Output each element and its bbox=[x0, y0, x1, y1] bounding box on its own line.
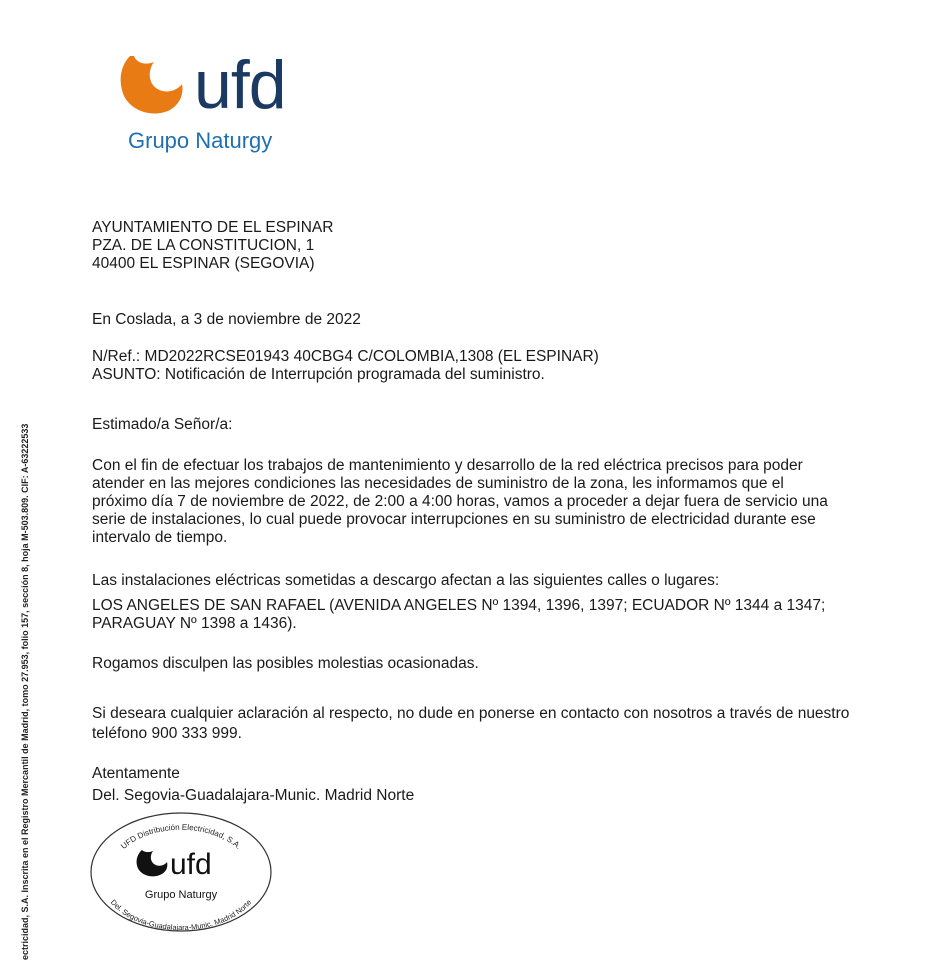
contact-paragraph: Si deseara cualquier aclaración al respecto, no dude en ponerse en contacto con nosotros a través de nuestro teléfono 900 333 999. bbox=[92, 705, 850, 742]
logo-group-name: Grupo Naturgy bbox=[128, 128, 273, 153]
stamp-top-text: UFD Distribución Electricidad, S.A. bbox=[119, 822, 244, 851]
subject-line: ASUNTO: Notificación de Interrupción programada del suministro. bbox=[92, 366, 545, 383]
signature-line: Del. Segovia-Guadalajara-Munic. Madrid Norte bbox=[92, 787, 415, 804]
company-stamp bbox=[88, 810, 274, 934]
stamp-crescent-icon bbox=[137, 850, 168, 876]
affected-streets: LOS ANGELES DE SAN RAFAEL (AVENIDA ANGELES Nº 1394, 1396, 1397; ECUADOR Nº 1344 a 1347; PARAGUAY Nº 1398 a 1436). bbox=[92, 597, 826, 632]
affected-intro: Las instalaciones eléctricas sometidas a descargo afectan a las siguientes calles o lugares: bbox=[92, 572, 720, 589]
apology-line: Rogamos disculpen las posibles molestias ocasionadas. bbox=[92, 655, 479, 672]
svg-text:UFD Distribución Electricidad, bbox=[119, 823, 243, 851]
body-paragraph: Con el fin de efectuar los trabajos de mantenimiento y desarrollo de la red eléctrica precisos para poder atender en las mejores condiciones las necesidades de suministro de la zona, les informamos que el próximo día 7 de noviembre de 2022, de 2:00 a 4:00 horas, vamos a proceder a dejar fuera de servicio una serie de instalaciones, lo cual puede provocar interrupciones en su suministro de electricidad durante ese intervalo de tiempo. bbox=[92, 457, 828, 546]
recipient-line-2: PZA. DE LA CONSTITUCION, 1 bbox=[92, 237, 315, 254]
svg-text:Del. Segovia-Guadalajara-Munic bbox=[109, 898, 253, 932]
company-logo bbox=[118, 47, 298, 160]
legal-registry-sidebar: ectricidad, S.A. Inscrita en el Registro Mercantil de Madrid, tomo 27.953, folio 157, sección 8, hoja M-503.809. CIF: A-63222533 bbox=[20, 423, 30, 960]
stamp-bottom-text: Del. Segovia-Guadalajara-Munic. Madrid Norte bbox=[108, 897, 254, 933]
stamp-wordmark: ufd bbox=[170, 848, 212, 881]
logo-wordmark: ufd bbox=[194, 47, 286, 123]
place-date: En Coslada, a 3 de noviembre de 2022 bbox=[92, 311, 361, 328]
recipient-line-1: AYUNTAMIENTO DE EL ESPINAR bbox=[92, 219, 334, 236]
recipient-line-3: 40400 EL ESPINAR (SEGOVIA) bbox=[92, 255, 315, 272]
reference-line: N/Ref.: MD2022RCSE01943 40CBG4 C/COLOMBIA,1308 (EL ESPINAR) bbox=[92, 348, 599, 365]
closing: Atentamente bbox=[92, 765, 180, 782]
stamp-group-name: Grupo Naturgy bbox=[144, 889, 218, 901]
ufd-crescent-icon bbox=[118, 52, 184, 118]
greeting: Estimado/a Señor/a: bbox=[92, 416, 233, 433]
